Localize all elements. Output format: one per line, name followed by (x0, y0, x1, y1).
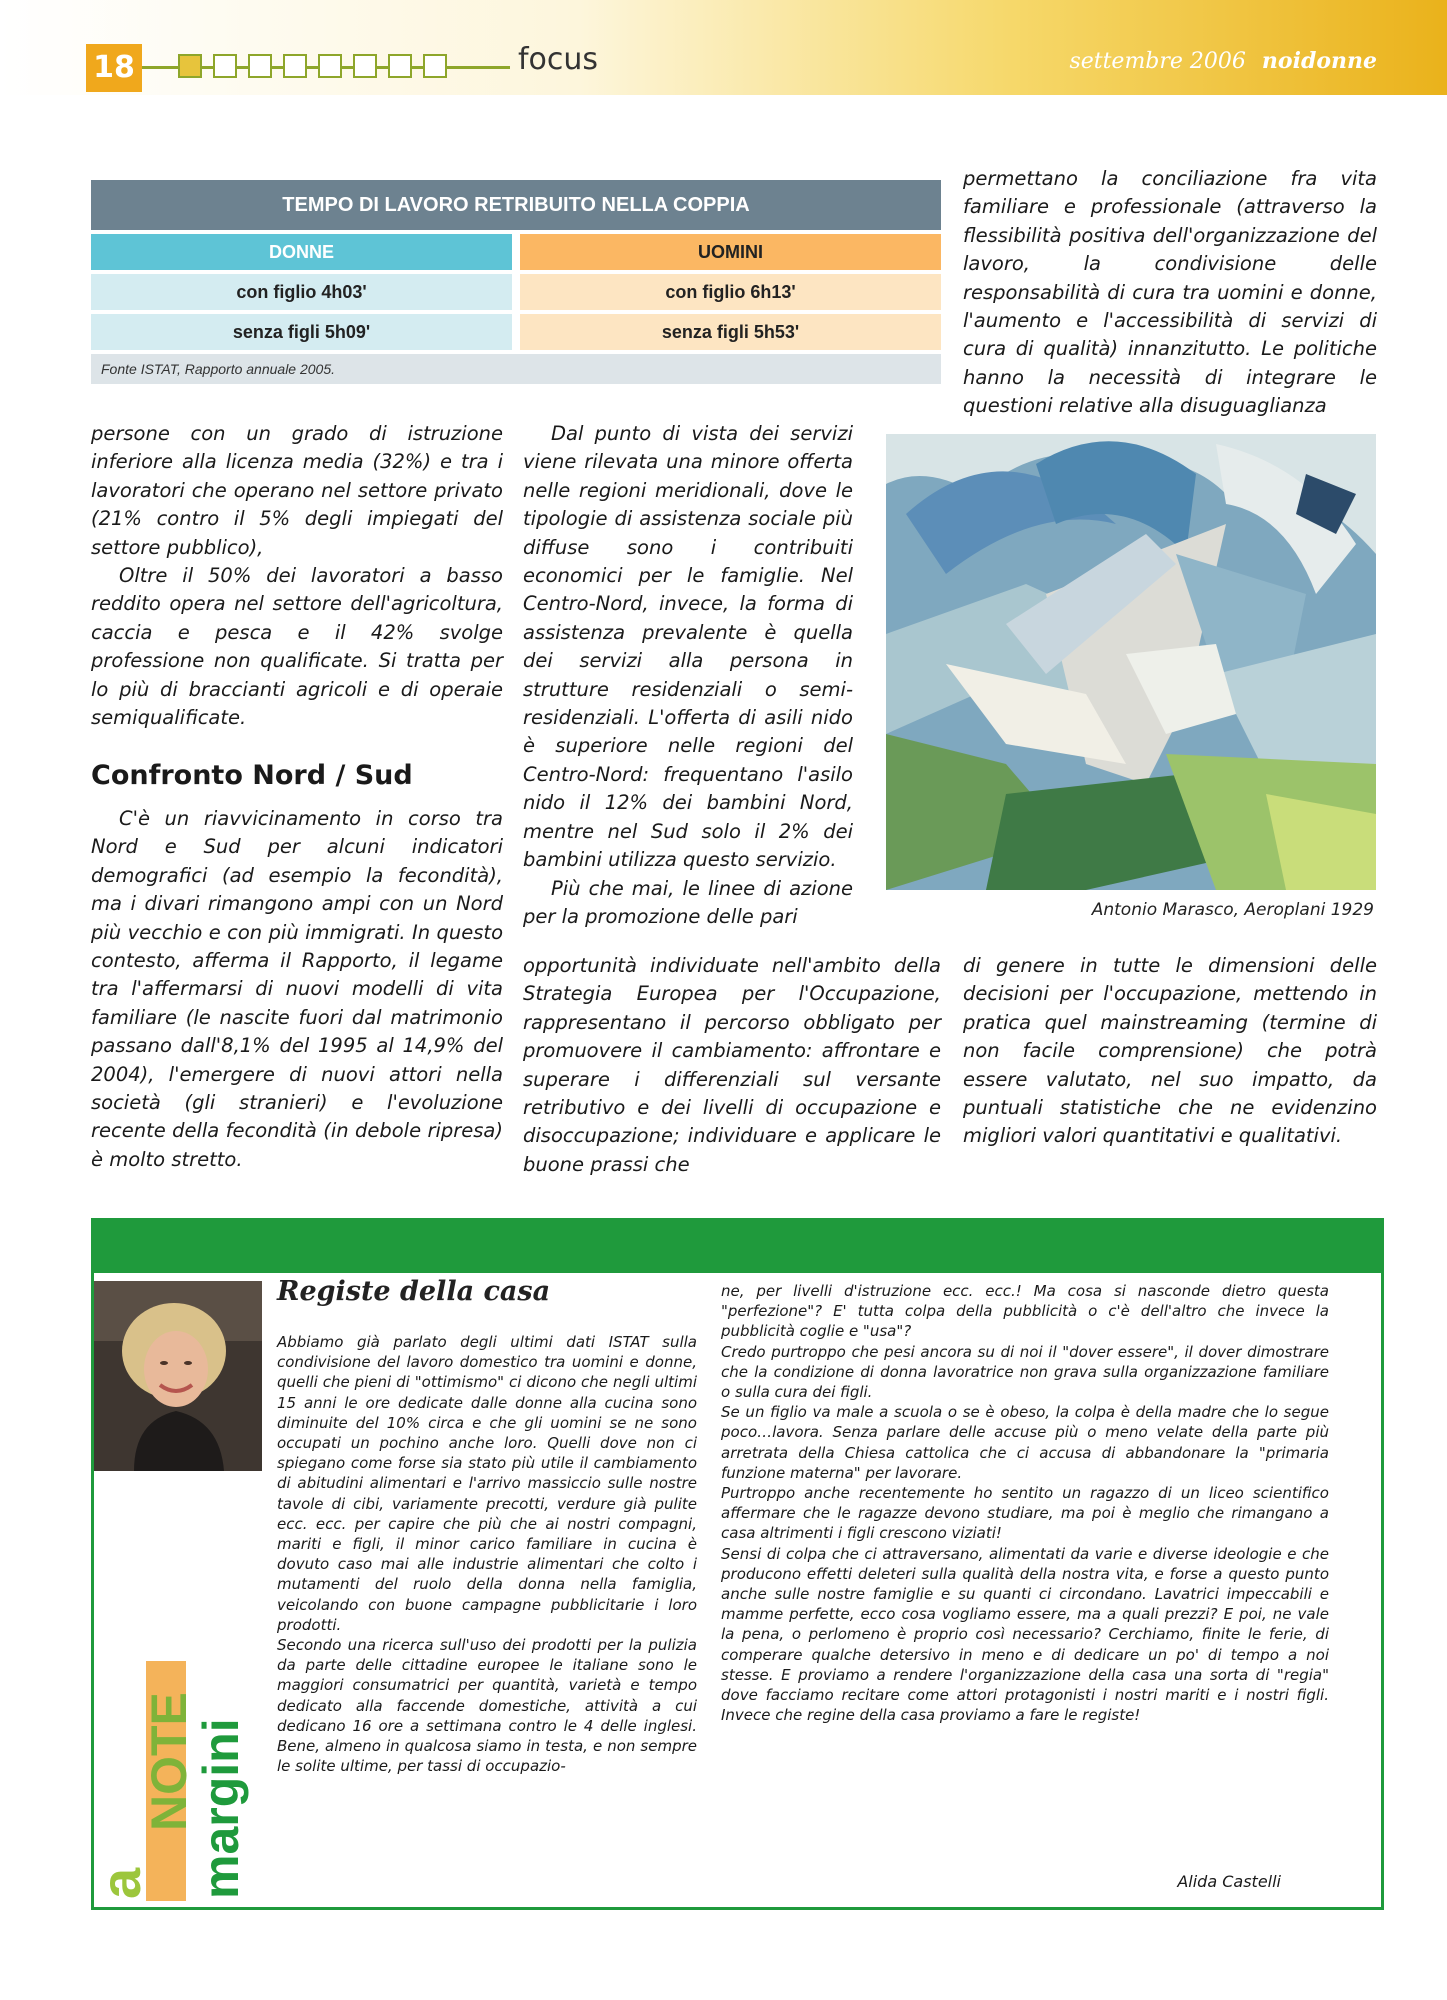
note-column-left (277, 1332, 697, 1776)
note-paragraph: Abbiamo già parlato degli ultimi dati ISTAT sulla condivisione del lavoro domestico tra uomini e donne, quelli che pieni di "ottimismo" ci dicono che negli ultimi 15 anni le ore dedicate dalle donne alla cucina sono diminuite del 10% circa e che gli uomini se ne sono occupati un pochino anche loro. Quelli dove non ci spiegano come forse sia stato più utile il cambiamento di abitudini alimentari e l'arrivo massiccio sulle nostre tavole di cibi, variamente precotti, verdure già pulite ecc. ecc. per capire che più che ai nostri compagni, mariti e figli, il minor carico familiare in cucina è dovuto caso mai alle industrie alimentari che colto i mutamenti del ruolo della donna nella famiglia, veicolando con buone campagne pubblicitarie i loro prodotti. (277, 1333, 697, 1634)
logo-note: NOTE (141, 1692, 197, 1831)
table-header-uomini: UOMINI (520, 234, 941, 270)
note-paragraph: Credo purtroppo che pesi ancora su di noi il "dover essere", il dover dimostrare che la condizione di donna lavoratrice non grava sulla organizzazione familiare o sulla cura dei figli. (721, 1342, 1329, 1402)
paragraph: C'è un riavvicinamento in corso tra Nord e Sud per alcuni indicatori demografici (ad esempio la fecondità), ma i divari rimangono ampi con un Nord più vecchio e con più immigrati. In questo contesto, afferma il Rapporto, il legame tra l'affermarsi di nuovi modelli di vita familiare (le nascite fuori dal matrimonio passano dall'8,1% del 1995 al 14,9% del 2004), l'emergere di nuovi attori nella società (gli stranieri) e l'evoluzione recente della fecondità (in debole ripresa) è molto stretto. (91, 806, 503, 1171)
article-column-2 (523, 420, 853, 931)
header-square (353, 54, 377, 78)
table-row (91, 314, 941, 350)
table-row (91, 274, 941, 310)
article-column-2-continued (523, 952, 941, 1179)
author-portrait (94, 1281, 262, 1471)
magazine-name: noidonne (1261, 48, 1377, 74)
page-header (0, 0, 1447, 95)
paragraph: Oltre il 50% dei lavoratori a basso reddito opera nel settore dell'agricoltura, caccia e pesca e il 42% svolge professione non qualificate. Si tratta per lo più di braccianti agricoli e di operaie semiqualificate. (91, 564, 503, 730)
logo-margini: margini (193, 1718, 249, 1899)
header-square (248, 54, 272, 78)
paragraph: Più che mai, le linee di azione per la promozione delle pari (523, 876, 853, 928)
note-paragraph: Secondo una ricerca sull'uso dei prodotti per la pulizia da parte delle cittadine europee le italiane sono le maggiori consumatrici per quantità, varietà e tempo dedicato alla faccende domestiche, attività a cui dedicano 16 ore a settimana contro le 4 delle inglesi. Bene, almeno in qualcosa siamo in testa, e non sempre le solite ultime, per tassi di occupazio- (277, 1636, 697, 1776)
page-number: 18 (86, 44, 142, 92)
table-header-donne: DONNE (91, 234, 512, 270)
article-column-3-continued (963, 952, 1377, 1151)
issue-info (1069, 48, 1377, 74)
table-source: Fonte ISTAT, Rapporto annuale 2005. (91, 354, 941, 384)
header-square (388, 54, 412, 78)
note-column-right (721, 1281, 1329, 1725)
note-box (91, 1218, 1384, 1910)
paragraph: di genere in tutte le dimensioni delle decisioni per l'occupazione, mettendo in pratica quel mainstreaming (termine di non facile comprensione) che potrà essere valutato, nel suo impatto, da puntuali statistiche che ne evidenzino migliori valori quantitativi e qualitativi. (963, 954, 1377, 1148)
table-title: TEMPO DI LAVORO RETRIBUITO NELLA COPPIA (91, 180, 941, 230)
work-time-table (91, 180, 941, 384)
header-square (283, 54, 307, 78)
a-note-margini-logo (94, 1661, 264, 1901)
section-heading: Confronto Nord / Sud (91, 760, 413, 792)
note-paragraph: ne, per livelli d'istruzione ecc. ecc.! Ma cosa si nasconde dietro questa "perfezione"? E' tutta colpa della pubblicità o c'è dell'altro che invece la pubblicità coglie e "usa"? (721, 1282, 1329, 1341)
table-cell-uomini: con figlio 6h13' (520, 274, 941, 310)
header-square (318, 54, 342, 78)
note-title: Registe della casa (277, 1276, 551, 1307)
table-cell-donne: con figlio 4h03' (91, 274, 512, 310)
article-column-1 (91, 420, 503, 1174)
paragraph: persone con un grado di istruzione inferiore alla licenza media (32%) e tra i lavoratori che operano nel settore privato (21% contro il 5% degli impiegati del settore pubblico), (91, 422, 503, 559)
painting-caption: Antonio Marasco, Aeroplani 1929 (1091, 900, 1374, 920)
logo-letter-a: a (94, 1867, 152, 1899)
painting-image (886, 434, 1376, 890)
issue-date: settembre 2006 (1069, 49, 1246, 74)
note-paragraph: Sensi di colpa che ci attraversano, alimentati da varie e diverse ideologie e che producono effetti deleteri sulla qualità della nostra vita, e forse a questo punto anche sulle nostre famiglie e su quanti ci circondano. Lavatrici impeccabili e mamme perfette, ecco cosa vogliamo essere, ma a quali prezzi? E poi, ne vale la pena, o perlomeno è proprio così necessario? Cerchiamo, finite le ferie, di comperare qualche detersivo in meno e di dedicare un po' di tempo a noi stesse. E proviamo a rendere l'organizzazione della casa una sorta di "regia" dove facciamo recitare come attori protagonisti i nostri mariti e i nostri figli. Invece che regine della casa proviamo a fare le registe! (721, 1544, 1329, 1725)
note-signature: Alida Castelli (1177, 1872, 1281, 1891)
table-cell-donne: senza figli 5h09' (91, 314, 512, 350)
note-paragraph: Purtroppo anche recentemente ho sentito un ragazzo di un liceo scientifico affermare che le ragazze devono studiare, ma poi è meglio che rimangano a casa altrimenti i figli crescono viziati! (721, 1484, 1329, 1543)
paragraph: permettano la conciliazione fra vita familiare e professionale (attraverso la flessibilità positiva dell'organizzazione del lavoro, la condivisione delle responsabilità di cura tra uomini e donne, l'aumento e l'accessibilità di servizi di cura di qualità) innanzitutto. Le politiche hanno la necessità di integrare le questioni relative alla disuguaglianza (963, 167, 1377, 418)
section-label: focus (518, 42, 599, 77)
header-square (178, 54, 202, 78)
header-square (423, 54, 447, 78)
paragraph: Dal punto di vista dei servizi viene rilevata una minore offerta nelle regioni meridionali, dove le tipologie di assistenza sociale più diffuse sono i contribuiti economici per le famiglie. Nel Centro-Nord, invece, la forma di assistenza prevalente è quella dei servizi alla persona in strutture residenziali o semi-residenziali. L'offerta di asili nido è superiore nelle regioni del Centro-Nord: frequentano l'asilo nido il 12% dei bambini Nord, mentre nel Sud solo il 2% dei bambini utilizza questo servizio. (523, 422, 853, 872)
table-cell-uomini: senza figli 5h53' (520, 314, 941, 350)
table-header-row (91, 234, 941, 270)
paragraph: opportunità individuate nell'ambito della Strategia Europea per l'Occupazione, rappresentano il percorso obbligato per promuovere il cambiamento: affrontare e superare i differenziali sul versante retributivo e dei livelli di occupazione e disoccupazione; individuare e applicare le buone prassi che (523, 954, 941, 1176)
header-square (213, 54, 237, 78)
article-column-3 (963, 165, 1377, 421)
note-paragraph: Se un figlio va male a scuola o se è obeso, la colpa è della madre che lo segue poco…lavora. Senza parlare delle accuse più o meno velate della parte più arretrata della Chiesa cattolica che ci accusa di abbandonare la "primaria funzione materna" per lavorare. (721, 1403, 1329, 1482)
note-top-bar (94, 1221, 1381, 1273)
